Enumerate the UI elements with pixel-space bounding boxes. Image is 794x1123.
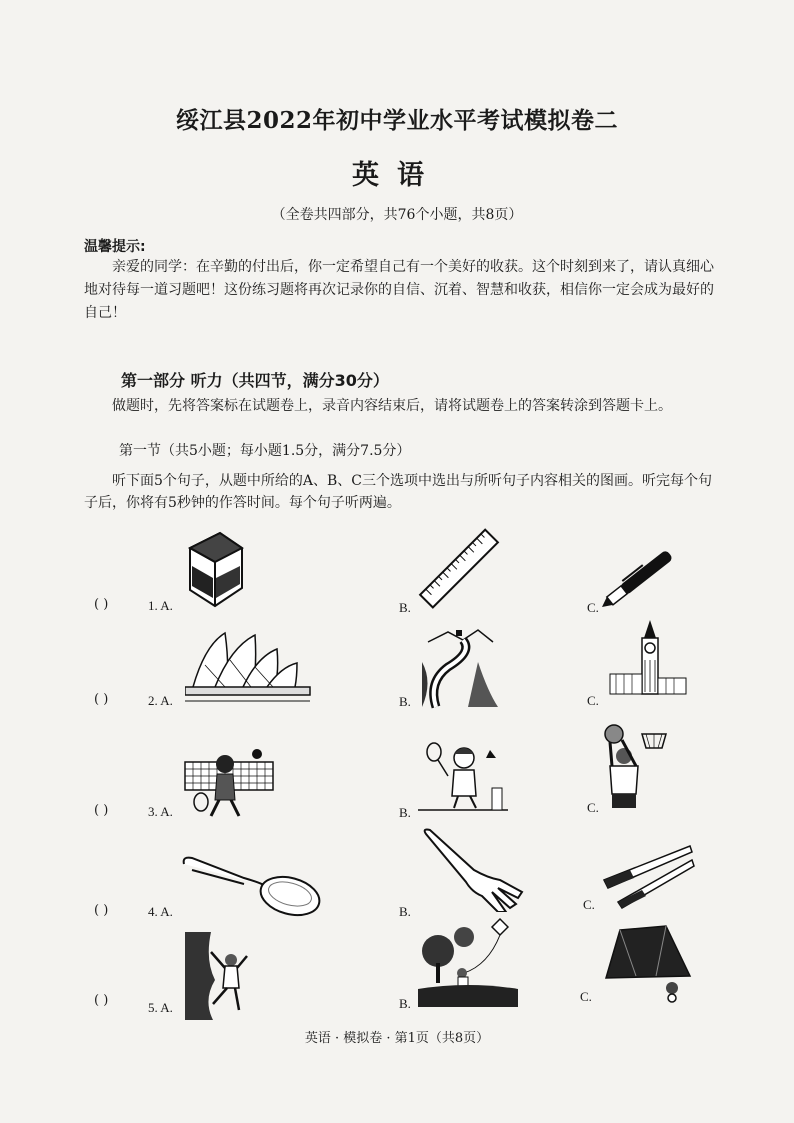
tips-body: 亲爱的同学：在辛勤的付出后，你一定希望自己有一个美好的收获。这个时刻到来了，请认真细心地对待每一道习题吧！这份练习题将再次记录你的自信、沉着、智慧和收获，相信你一定会成为最好的自己！ (84, 259, 714, 321)
eraser-icon[interactable] (180, 528, 250, 613)
big-ben-icon[interactable] (608, 618, 688, 700)
ruler-icon[interactable] (418, 528, 500, 613)
great-wall-icon[interactable] (418, 622, 503, 710)
climbing-icon[interactable] (183, 930, 253, 1022)
option-b-label: B. (399, 805, 411, 820)
option-b-label: B. (399, 694, 411, 709)
question-number: 4. A. (148, 904, 173, 919)
answer-blank[interactable]: ( ) (94, 597, 109, 612)
subject-title: 英语 (352, 160, 442, 191)
exam-info: （全卷共四部分，共76个小题，共8页） (271, 207, 523, 223)
option-c-label: C. (580, 989, 592, 1004)
answer-blank[interactable]: ( ) (94, 803, 109, 818)
tips-heading: 温馨提示: (84, 239, 146, 255)
tent-icon[interactable] (600, 918, 695, 1004)
question-number: 2. A. (148, 693, 173, 708)
answer-blank[interactable]: ( ) (94, 692, 109, 707)
option-c-label: C. (587, 600, 599, 615)
section1-heading: 第一节（共5小题；每小题1.5分，满分7.5分） (119, 443, 411, 459)
option-b-label: B. (399, 600, 411, 615)
page-footer: 英语 · 模拟卷 · 第1页（共8页） (304, 1031, 490, 1046)
exam-title: 绥江县2022年初中学业水平考试模拟卷二 (175, 107, 618, 134)
part1-heading: 第一部分 听力（共四节，满分30分） (121, 371, 389, 390)
chopsticks-icon[interactable] (600, 840, 696, 910)
part1-instruction: 做题时，先将答案标在试题卷上，录音内容结束后，请将试题卷上的答案转涂到答题卡上。 (112, 398, 672, 414)
section1-instruction: 听下面5个句子，从题中所给的A、B、C三个选项中选出与所听句子内容相关的图画。听完每个句子后，你将有5秒钟的作答时间。每个句子听两遍。 (84, 473, 713, 511)
option-c-label: C. (587, 693, 599, 708)
option-c-label: C. (583, 897, 595, 912)
opera-house-icon[interactable] (185, 625, 315, 710)
option-b-label: B. (399, 996, 411, 1011)
tennis-icon[interactable] (183, 742, 278, 822)
answer-blank[interactable]: ( ) (94, 903, 109, 918)
option-c-label: C. (587, 800, 599, 815)
basketball-icon[interactable] (600, 722, 670, 810)
question-number: 1. A. (148, 598, 173, 613)
fork-icon[interactable] (418, 826, 528, 912)
answer-blank[interactable]: ( ) (94, 993, 109, 1008)
question-number: 5. A. (148, 1000, 173, 1015)
pen-icon[interactable] (600, 538, 690, 613)
badminton-icon[interactable] (418, 738, 508, 820)
spoon-icon[interactable] (178, 850, 323, 922)
kite-icon[interactable] (418, 915, 518, 1007)
option-b-label: B. (399, 904, 411, 919)
question-number: 3. A. (148, 804, 173, 819)
